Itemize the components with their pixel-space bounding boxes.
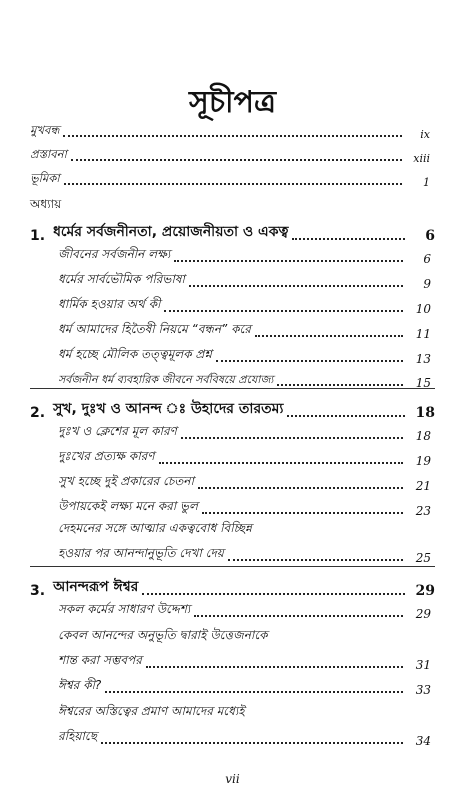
entry-label: শান্ত করা সম্ভবপর [58,653,142,667]
leader-dots [216,360,403,362]
entry-page: ix [420,128,430,141]
entry-label: ভূমিকা [30,171,60,185]
entry-label: মুখবন্ধ [30,123,60,137]
toc-entry[interactable] [58,423,431,443]
entry-page: 9 [423,277,431,291]
leader-dots [202,512,403,514]
entry-page: 15 [415,376,431,390]
entry-label: ঈশ্বর কী? [58,678,102,692]
leader-dots [105,691,403,693]
toc-entry[interactable] [58,677,431,697]
chapter-heading[interactable] [30,397,435,421]
entry-page: 34 [415,734,431,748]
chapter-divider [30,388,435,389]
chapter-heading[interactable] [30,575,435,599]
leader-dots [198,487,403,489]
toc-entry-front[interactable] [30,146,430,165]
chapter-number: 3. [30,583,46,599]
leader-dots [287,415,405,417]
toc-entry[interactable] [58,473,431,493]
chapter-number: 1. [30,228,46,244]
toc-entry[interactable] [58,601,431,621]
page-title: সূচীপত্র [189,85,276,120]
entry-label: ধর্ম আমাদের হিতৈষী নিয়মে “বন্ধন” করে [58,322,251,336]
toc-entry[interactable] [58,545,431,565]
entry-page: xiii [413,152,430,165]
chapter-page: 18 [415,405,435,421]
chapter-title: ধর্মের সর্বজনীনতা, প্রয়োজনীয়তা ও একত্ব [53,224,289,240]
toc-entry-front[interactable] [30,170,430,189]
entry-page: 11 [415,327,431,341]
chapter-number: 2. [30,405,46,421]
toc-entry[interactable] [58,448,431,468]
entry-label: সুখ হচ্ছে দুই প্রকারের চেতনা [58,474,194,488]
entry-page: 29 [415,607,431,621]
entry-label: হওয়ার পর আনন্দানুভূতি দেখা দেয় [58,546,224,560]
toc-entry[interactable] [58,652,431,672]
leader-dots [146,666,403,668]
leader-dots [228,559,403,561]
entry-label: সর্বজনীন ধর্ম ব্যবহারিক জীবনে সর্ববিষয়ে প্রযোজ্য [58,373,274,386]
entry-page: 6 [423,252,431,266]
toc-entry[interactable] [58,321,431,341]
leader-dots [255,335,403,337]
leader-dots [142,593,405,595]
entry-label: দুঃখ ও ক্লেশের মূল কারণ [58,424,177,438]
entry-page: 13 [415,352,431,366]
chapter-page: 6 [425,228,435,244]
chapter-title: আনন্দরূপ ঈশ্বর [53,579,139,595]
chapter-divider [30,566,435,567]
leader-dots [292,238,405,240]
entry-label: উপায়কেই লক্ষ্য মনে করা ভুল [58,499,198,513]
entry-label-line1: কেবল আনন্দের অনুভূতি দ্বারাই উত্তেজনাকে [58,628,268,642]
entry-label: ধর্ম হচ্ছে মৌলিক তত্ত্বমূলক প্রশ্ন [58,347,212,361]
leader-dots [64,183,402,185]
toc-entry[interactable] [58,271,431,291]
toc-entry[interactable] [58,246,431,266]
entry-page: 10 [415,302,431,316]
toc-entry-front[interactable] [30,122,430,141]
leader-dots [174,260,403,262]
chapter-page: 29 [415,583,435,599]
entry-label: প্রস্তাবনা [30,147,67,161]
leader-dots [277,384,403,386]
entry-page: 23 [415,504,431,518]
section-heading: অধ্যায় [30,197,62,211]
entry-label: ধর্মের সার্বভৌমিক পরিভাষা [58,272,185,286]
leader-dots [164,310,403,312]
page-folio: vii [225,772,240,786]
leader-dots [101,742,403,744]
entry-label: জীবনের সর্বজনীন লক্ষ্য [58,247,171,261]
entry-page: 33 [415,683,431,697]
entry-page: 21 [415,479,431,493]
entry-label: সকল কর্মের সাধারণ উদ্দেশ্য [58,602,191,616]
entry-page: 1 [423,176,430,189]
chapter-heading[interactable] [30,220,435,244]
entry-page: 19 [415,454,431,468]
leader-dots [71,159,402,161]
leader-dots [194,615,403,617]
entry-label: দুঃখের প্রত্যক্ষ কারণ [58,449,155,463]
entry-page: 31 [415,658,431,672]
leader-dots [181,437,403,439]
toc-entry[interactable] [58,346,431,366]
entry-label-line1: দেহমনের সঙ্গে আত্মার একত্ববোধ বিচ্ছিন্ন [58,521,252,535]
entry-label-line1: ঈশ্বরের অস্তিত্বের প্রমাণ আমাদের মধ্যেই [58,704,245,718]
chapter-title: সুখ, দুঃখ ও আনন্দ ঃ উহাদের তারতম্য [53,401,284,417]
entry-label: ধার্মিক হওয়ার অর্থ কী [58,297,161,311]
toc-entry[interactable] [58,728,431,748]
leader-dots [189,285,403,287]
leader-dots [63,135,402,137]
leader-dots [159,462,403,464]
entry-page: 25 [415,551,431,565]
entry-label: রহিয়াছে [58,729,97,743]
entry-page: 18 [415,429,431,443]
toc-entry[interactable] [58,296,431,316]
toc-entry[interactable] [58,498,431,518]
